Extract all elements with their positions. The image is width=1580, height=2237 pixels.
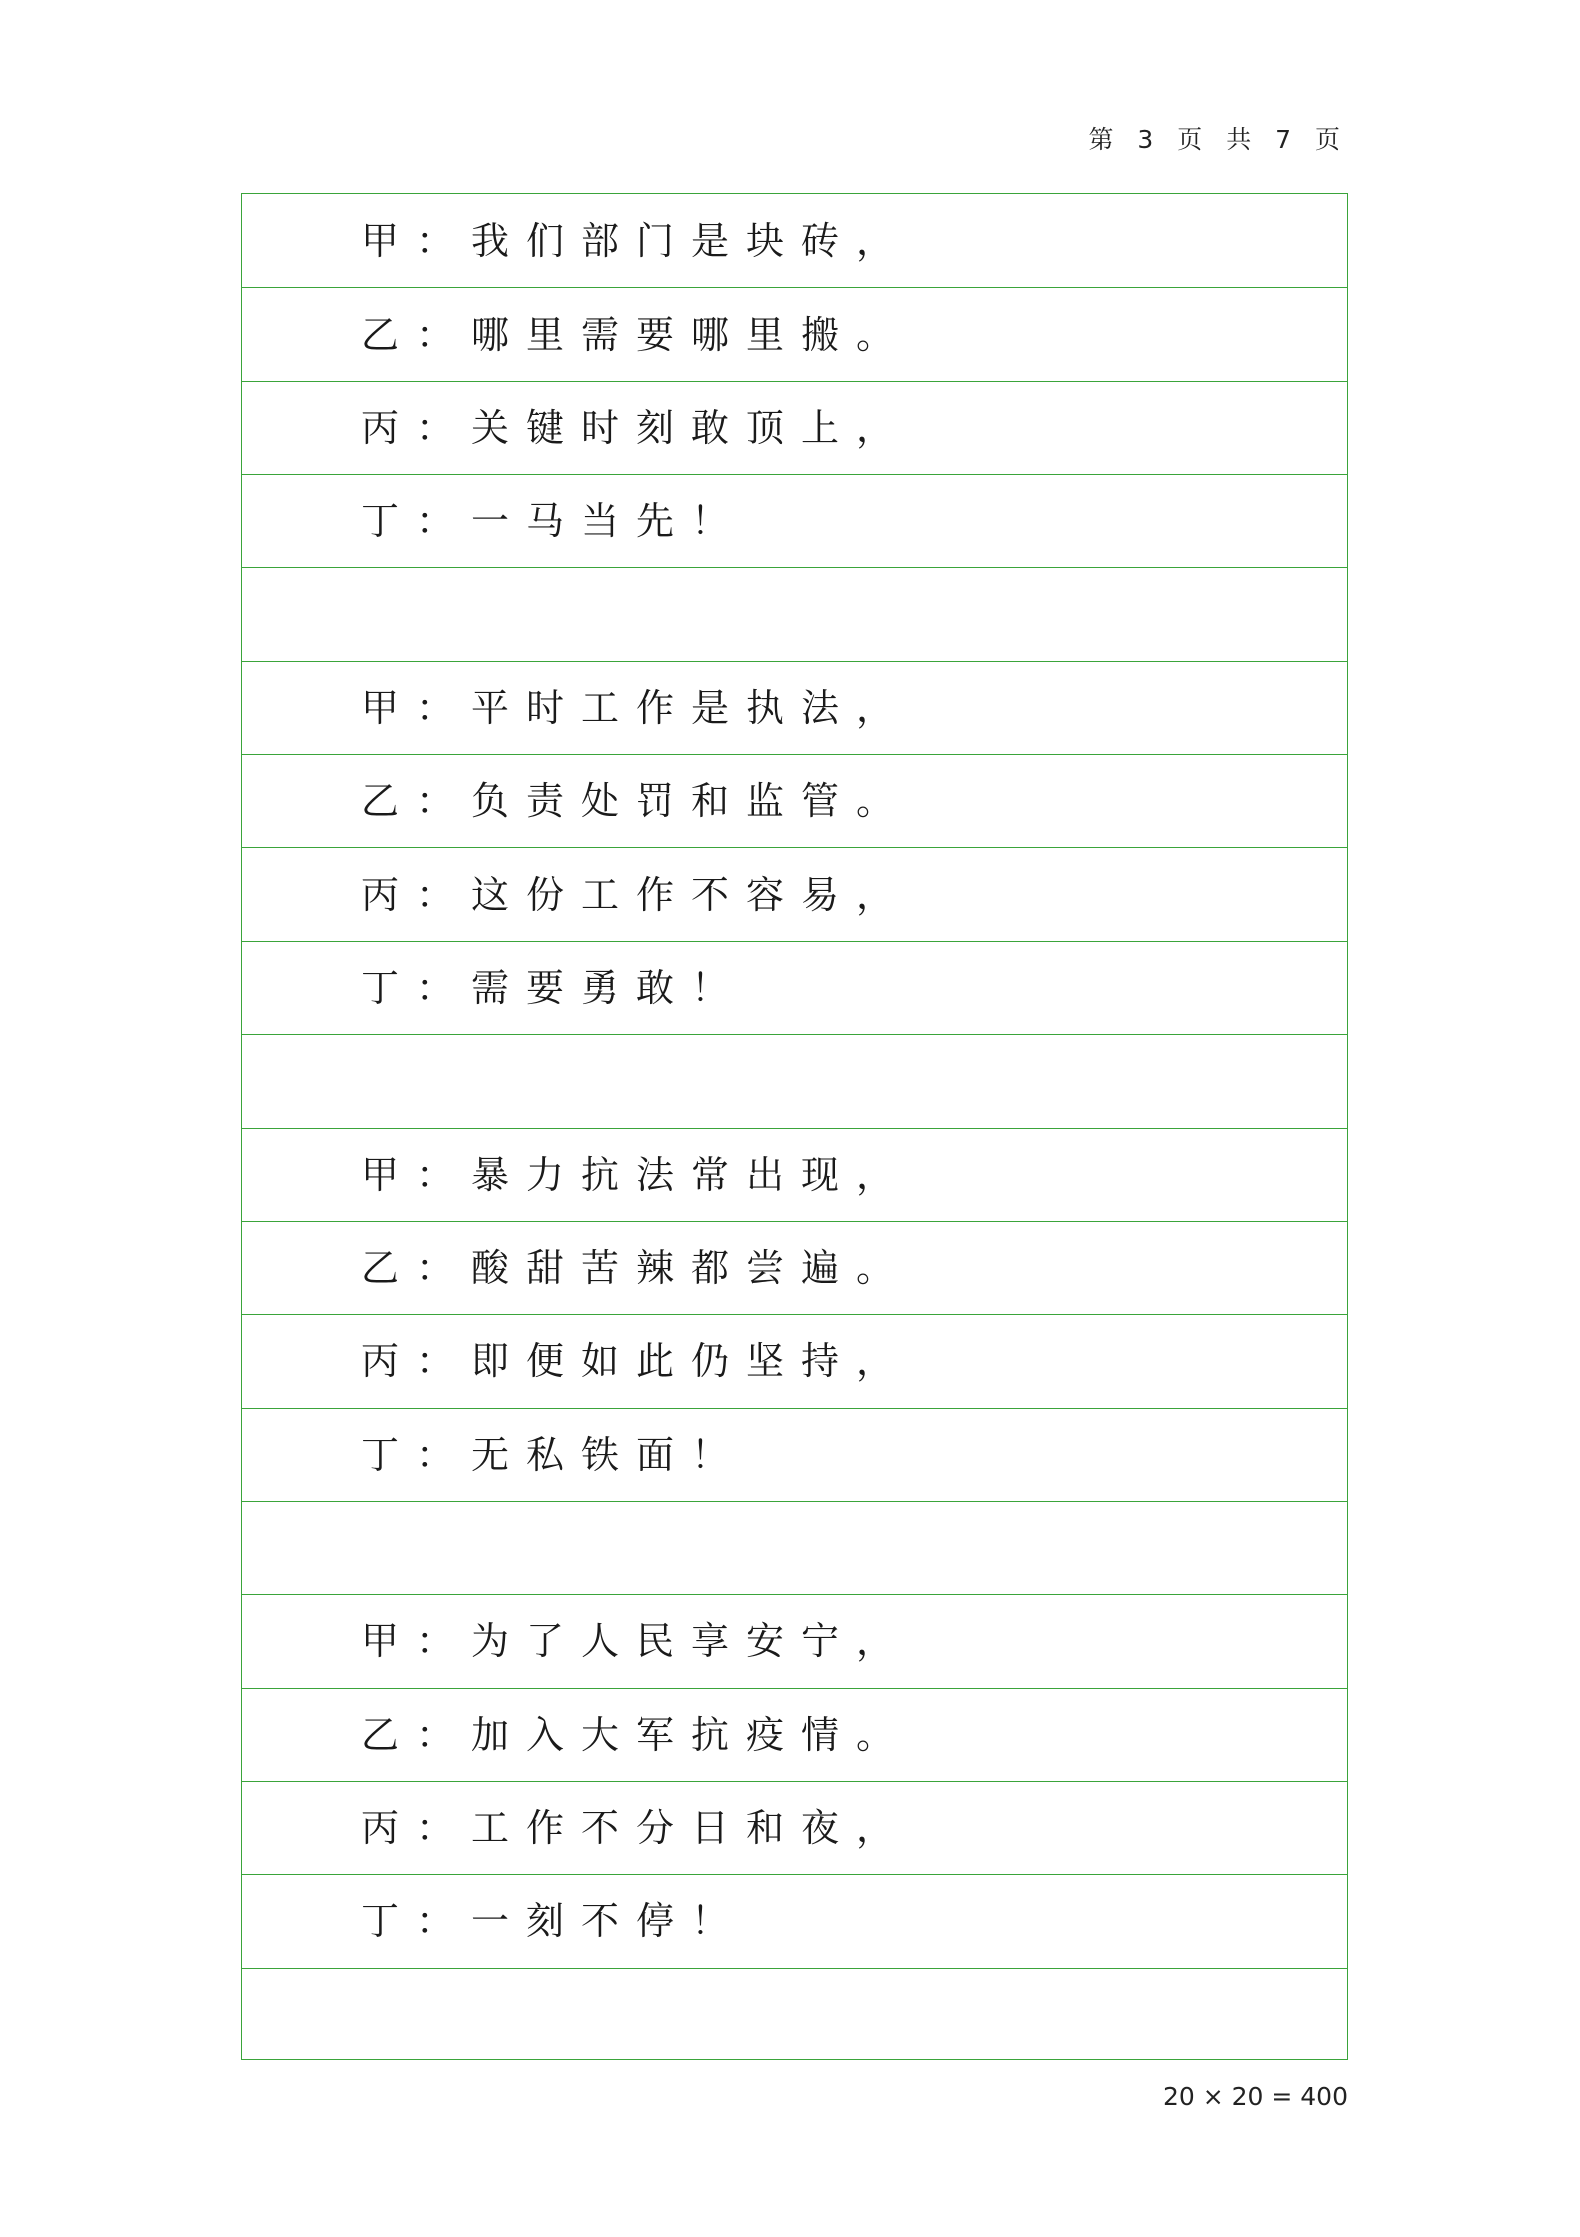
grid-row bbox=[242, 1594, 1347, 1687]
grid-row bbox=[242, 1874, 1347, 1967]
grid-row bbox=[242, 287, 1347, 380]
row-text: 丁：一马当先！ bbox=[361, 499, 747, 544]
grid-row bbox=[242, 661, 1347, 754]
grid-row bbox=[242, 381, 1347, 474]
grid-row bbox=[242, 941, 1347, 1034]
grid-row bbox=[242, 1408, 1347, 1501]
character-count: 20 × 20 = 400 bbox=[1162, 2082, 1348, 2111]
row-text: 丁：一刻不停！ bbox=[361, 1899, 747, 1944]
row-text: 乙：负责处罚和监管。 bbox=[361, 779, 912, 824]
row-text: 丙：工作不分日和夜， bbox=[361, 1806, 912, 1851]
grid-row bbox=[242, 1034, 1347, 1127]
row-text: 丙：即便如此仍坚持， bbox=[361, 1339, 912, 1384]
row-text: 丙：这份工作不容易， bbox=[361, 872, 912, 917]
grid-row bbox=[242, 567, 1347, 660]
row-text: 甲：为了人民享安宁， bbox=[361, 1619, 912, 1664]
page-number: 第 3 页 共 7 页 bbox=[1088, 125, 1348, 154]
grid-row bbox=[242, 1501, 1347, 1594]
row-text: 丁：需要勇敢！ bbox=[361, 965, 747, 1010]
grid-row bbox=[242, 1314, 1347, 1407]
grid-row bbox=[242, 754, 1347, 847]
row-text: 乙：酸甜苦辣都尝遍。 bbox=[361, 1246, 912, 1291]
row-text: 乙：哪里需要哪里搬。 bbox=[361, 312, 912, 357]
row-text: 丁：无私铁面！ bbox=[361, 1432, 747, 1477]
row-text: 丙：关键时刻敢顶上， bbox=[361, 405, 912, 450]
grid-row bbox=[242, 847, 1347, 940]
row-text: 甲：我们部门是块砖， bbox=[361, 218, 912, 263]
grid-row bbox=[242, 474, 1347, 567]
grid-row bbox=[242, 1781, 1347, 1874]
row-text: 乙：加入大军抗疫情。 bbox=[361, 1712, 912, 1757]
row-text: 甲：平时工作是执法， bbox=[361, 685, 912, 730]
grid-row bbox=[242, 194, 1347, 287]
manuscript-grid bbox=[241, 193, 1348, 2060]
row-text: 甲：暴力抗法常出现， bbox=[361, 1152, 912, 1197]
grid-row bbox=[242, 1968, 1347, 2061]
grid-row bbox=[242, 1221, 1347, 1314]
grid-row bbox=[242, 1128, 1347, 1221]
grid-row bbox=[242, 1688, 1347, 1781]
